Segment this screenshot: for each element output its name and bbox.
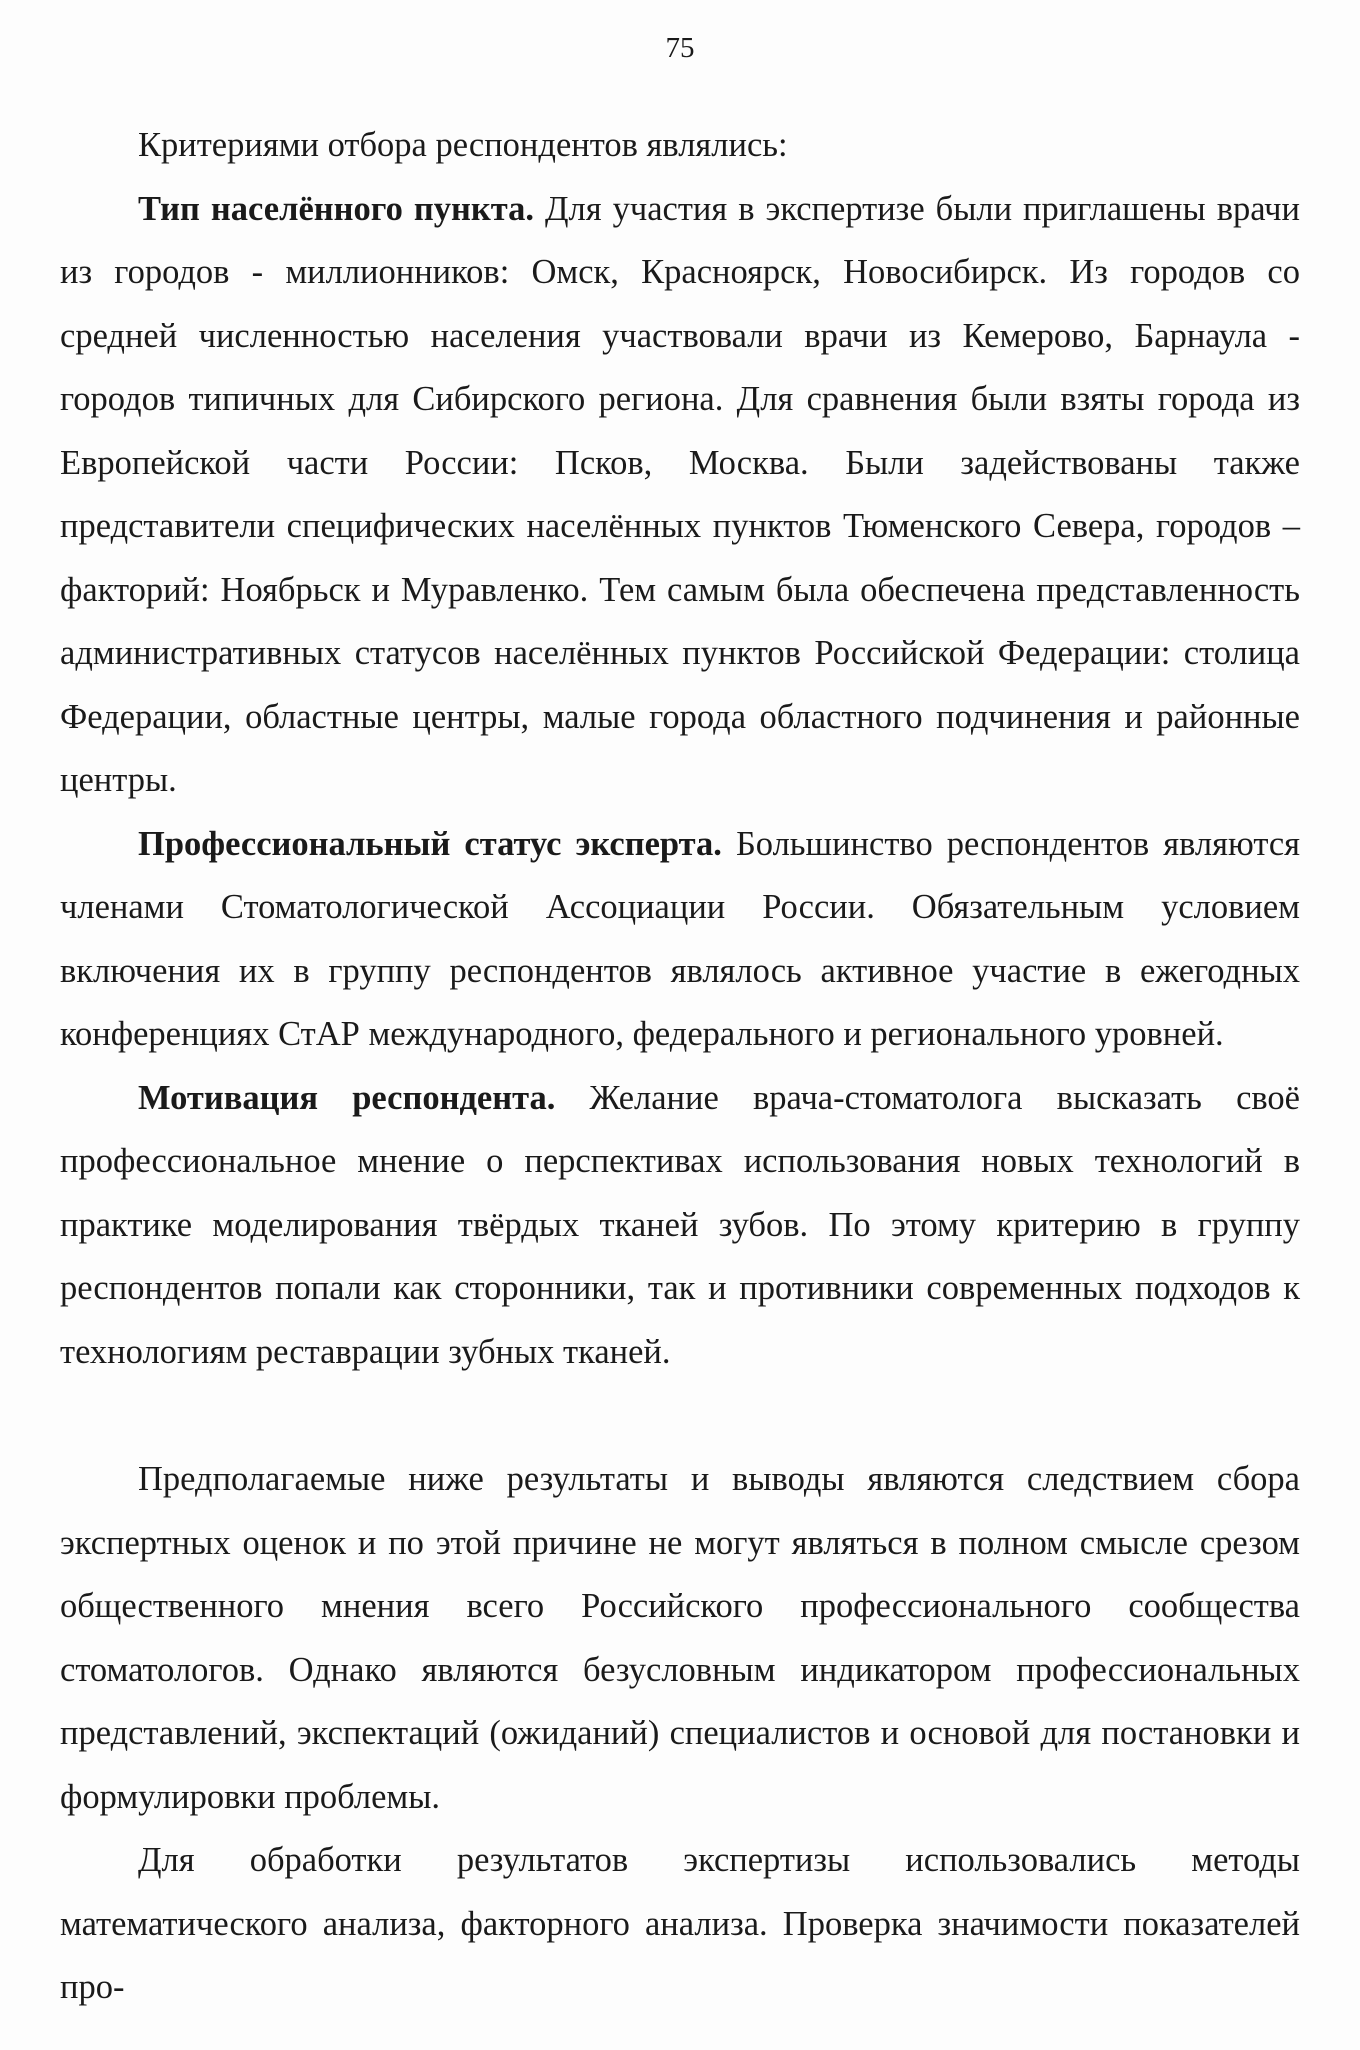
- intro-paragraph: Критериями отбора респондентов являлись:: [138, 126, 788, 164]
- criterion-paragraph-professional-status: [60, 813, 1300, 1067]
- criterion-title: Профессиональный статус эксперта.: [138, 824, 722, 863]
- criterion-text: Желание врача-стоматолога высказать своё профессиональное мнение о перспективах использования новых технологий в практике моделирования твёрдых тканей зубов. По этому критерию в группу респондентов попали как сторонники, так и противники современных подходов к технологиям реставрации зубных тканей.: [60, 1078, 1300, 1371]
- methods-paragraph: Для обработки результатов экспертизы использовались методы математического анализа, факторного анализа. Проверка значимости показателей про-: [60, 1841, 1300, 2006]
- page-number: 75: [665, 32, 695, 64]
- criterion-paragraph-motivation: [60, 1067, 1300, 1385]
- criterion-text: Для участия в экспертизе были приглашены врачи из городов - миллионников: Омск, Красноярск, Новосибирск. Из городов со средней численностью населения участвовали врачи из Кемерово, Барнаула - городов типичных для Сибирского региона. Для сравнения были взяты города из Европейской части России: Псков, Москва. Были задействованы также представители специфических населённых пунктов Тюменского Севера, городов – факторий: Ноябрьск и Муравленко. Тем самым была обеспечена представленность административных статусов населённых пунктов Российской Федерации: столица Федерации, областные центры, малые города областного подчинения и районные центры.: [60, 189, 1300, 799]
- criterion-paragraph-settlement-type: [60, 178, 1300, 813]
- criterion-title: Мотивация респондента.: [138, 1078, 556, 1117]
- criterion-text: Большинство респондентов являются членами Стоматологической Ассоциации России. Обязательным условием включения их в группу респондентов являлось активное участие в ежегодных конференциях СтАР международного, федерального и регионального уровней.: [60, 824, 1300, 1053]
- document-body: [60, 114, 1300, 2020]
- conclusion-paragraph: Предполагаемые ниже результаты и выводы являются следствием сбора экспертных оценок и по этой причине не могут являться в полном смысле срезом общественного мнения всего Российского профессионального сообщества стоматологов. Однако являются безусловным индикатором профессиональных представлений, экспектаций (ожиданий) специалистов и основой для постановки и формулировки проблемы.: [60, 1460, 1300, 1816]
- criterion-title: Тип населённого пункта.: [138, 189, 534, 228]
